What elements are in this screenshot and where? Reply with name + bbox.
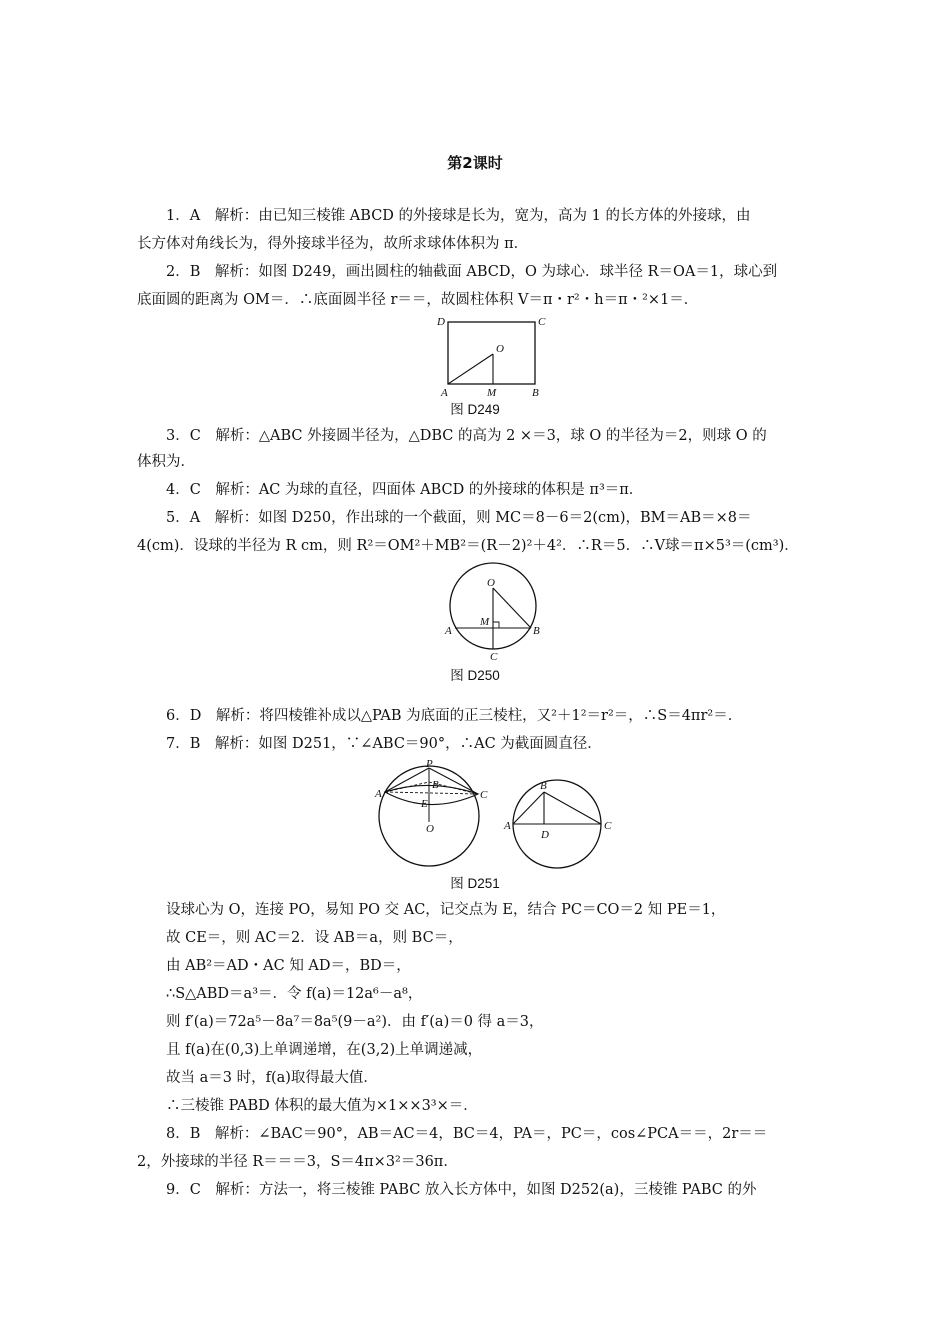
text-line: 4(cm)．设球的半径为 R cm，则 R²＝OM²＋MB²＝(R－2)²＋4²．∴R＝5．∴V球＝π×5³＝(cm³)． (137, 538, 799, 554)
text-line: 2．B 解析：如图 D249，画出圆柱的轴截面 ABCD，O 为球心．球半径 R＝OA＝1，球心到 (166, 264, 778, 280)
section-title: 第2课时 (447, 154, 503, 172)
label-m: M (480, 616, 490, 628)
text-line: 体积为． (137, 454, 195, 470)
text-line: 故 CE＝，则 AC＝2．设 AB＝a，则 BC＝， (166, 930, 463, 946)
label-e: E (421, 798, 428, 810)
figure-caption: 图 D251 (450, 876, 500, 891)
label-a: A (375, 788, 382, 800)
text-line: 设球心为 O，连接 PO，易知 PO 交 AC，记交点为 E，结合 PC＝CO＝2 知 PE＝1， (166, 902, 726, 918)
figure-d249 (430, 312, 550, 402)
right-angle-mark (493, 622, 499, 628)
text-line: 9．C 解析：方法一，将三棱锥 PABC 放入长方体中，如图 D252(a)，三棱锥 PABC 的外 (166, 1182, 757, 1198)
figure-caption: 图 D249 (450, 402, 500, 417)
text-line: 7．B 解析：如图 D251，∵∠ABC＝90°，∴AC 为截面圆直径． (166, 736, 602, 752)
label-a2: A (504, 820, 511, 832)
label-o: O (496, 343, 504, 355)
label-m: M (487, 387, 497, 399)
segment-bc2 (544, 792, 601, 824)
text-line: 3．C 解析：△ABC 外接圆半径为，△DBC 的高为 2 ×＝3，球 O 的半径为＝2，则球 O 的 (166, 428, 767, 444)
text-line: 故当 a＝3 时，f(a)取得最大值． (166, 1070, 378, 1086)
text-line: 6．D 解析：将四棱锥补成以△PAB 为底面的正三棱柱，又²＋1²＝r²＝，∴S＝4πr²＝． (166, 708, 743, 724)
text-line: 由 AB²＝AD・AC 知 AD＝，BD＝， (166, 958, 411, 974)
label-d: D (437, 316, 445, 328)
text-line: 4．C 解析：AC 为球的直径，四面体 ABCD 的外接球的体积是 π³＝π． (166, 482, 644, 498)
text-line: 则 f′(a)＝72a⁵－8a⁷＝8a⁵(9－a²)．由 f′(a)＝0 得 a＝3， (166, 1014, 544, 1030)
text-line: 2，外接球的半径 R＝＝＝3，S＝4π×3²＝36π． (137, 1154, 458, 1170)
text-line: ∴S△ABD＝a³＝．令 f(a)＝12a⁶－a⁸， (166, 986, 423, 1002)
text-line: 8．B 解析：∠BAC＝90°，AB＝AC＝4，BC＝4，PA＝，PC＝，cos∠PCA＝＝，2r＝＝ (166, 1126, 768, 1142)
figure-caption: 图 D250 (450, 668, 500, 683)
label-a: A (441, 387, 448, 399)
label-b: B (532, 387, 539, 399)
label-b2: B (540, 780, 547, 792)
label-d2: D (541, 829, 549, 841)
segment-ao (448, 354, 493, 384)
label-b: B (533, 625, 540, 637)
label-c: C (490, 651, 498, 663)
text-line: 5．A 解析：如图 D250，作出球的一个截面，则 MC＝8－6＝2(cm)，BM＝AB＝×8＝ (166, 510, 752, 526)
text-line: ∴三棱锥 PABD 体积的最大值为×1××3³×＝． (166, 1098, 478, 1114)
label-p: P (426, 758, 433, 770)
segment-ab2 (513, 792, 544, 824)
label-c: C (480, 789, 488, 801)
label-o: O (426, 823, 434, 835)
label-c: C (538, 316, 546, 328)
label-o: O (487, 577, 495, 589)
label-c2: C (604, 820, 612, 832)
text-line: 且 f(a)在(0,3)上单调递增，在(3,2)上单调递减， (166, 1042, 483, 1058)
figure-d250 (435, 558, 550, 663)
text-line: 长方体对角线长为，得外接球半径为，故所求球体体积为 π． (137, 236, 529, 252)
figure-d251 (372, 758, 622, 873)
text-line: 1．A 解析：由已知三棱锥 ABCD 的外接球是长为，宽为，高为 1 的长方体的外接球，由 (166, 208, 751, 224)
segment-ac-dashed (385, 792, 478, 794)
text-line: 底面圆的距离为 OM＝．∴底面圆半径 r＝＝，故圆柱体积 V＝π・r²・h＝π・²×1＝． (137, 292, 699, 308)
label-a: A (445, 625, 452, 637)
label-b: B (432, 779, 439, 791)
